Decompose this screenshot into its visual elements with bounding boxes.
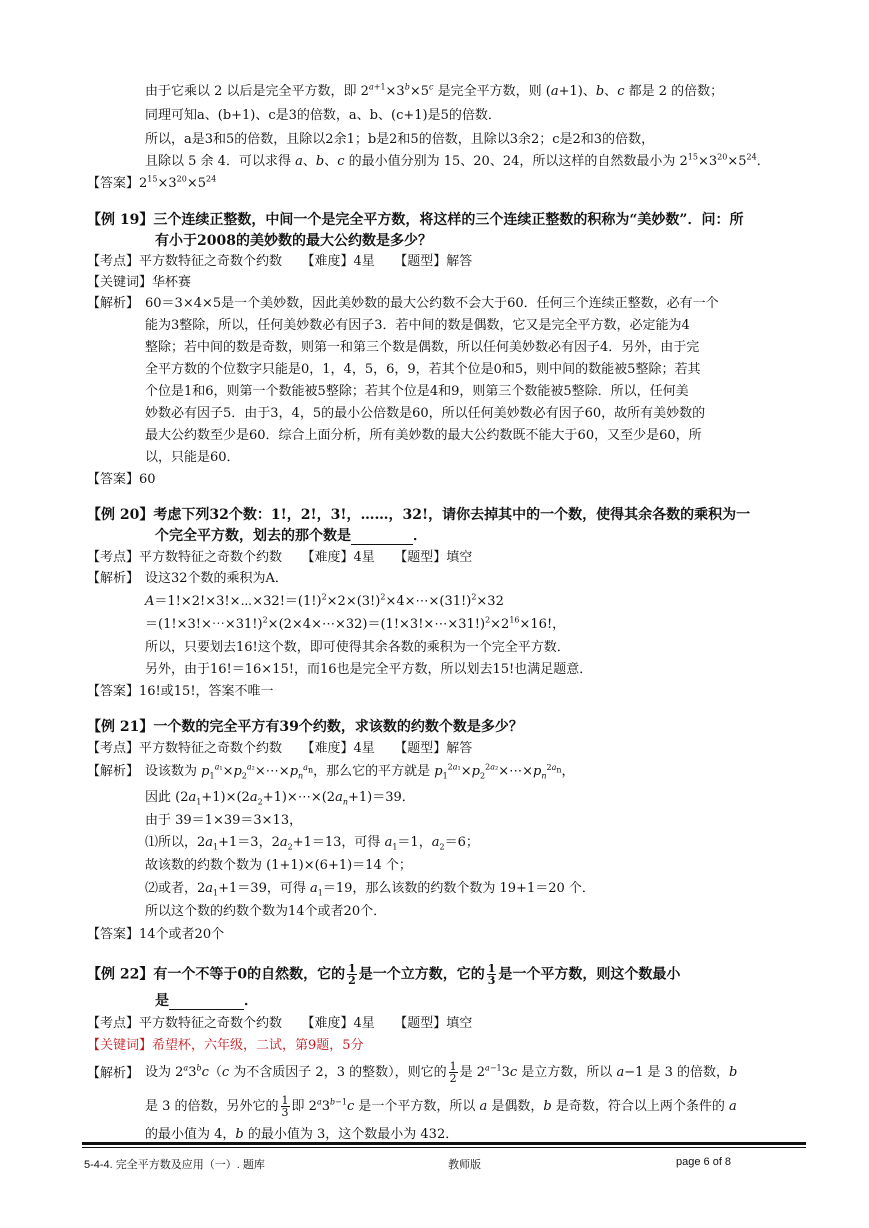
answer-text: 14个或者20个 <box>139 927 225 942</box>
analysis-label: 【解析】 <box>87 296 140 311</box>
answer-label: 【答案】 <box>87 176 140 191</box>
meta-line: 【考点】平方数特征之奇数个约数 【难度】4星 【题型】填空 <box>87 1016 473 1031</box>
title-text: 是一个立方数，它的 <box>358 966 485 983</box>
footer-rule-thick <box>82 1142 806 1145</box>
meta-line: 【考点】平方数特征之奇数个约数 【难度】4星 【题型】填空 <box>87 550 473 565</box>
analysis-line: 能为3整除，所以，任何美妙数必有因子3．若中间的数是偶数，它又是完全平方数，必定能为4 <box>145 318 690 333</box>
meta-line: 【考点】平方数特征之奇数个约数 【难度】4星 【题型】解答 <box>87 741 473 756</box>
analysis-line: 设这32个数的乘积为A． <box>145 571 288 586</box>
analysis-line: 所以这个数的约数个数为14个或者20个． <box>145 904 387 919</box>
formula-line: 设为 2$^a$3$^b$c（c 为不含质因子 2，3 的整数），则它的 $\frac{1}{2}$ 是 $2^{a-1}3c$ 是立方数，所以 a−1 是 3 的倍数，b <box>145 1060 738 1085</box>
analysis-line: 整除；若中间的数是奇数，则第一和第三个数是偶数，所以任何美妙数必有因子4．另外，由于完 <box>145 340 700 355</box>
analysis-line: 的最小值为 4，b 的最小值为 3，这个数最小为 432． <box>145 1127 459 1142</box>
analysis-label: 【解析】 <box>87 571 140 586</box>
answer-line: 【答案】$2^{15}\times 3^{20}\times 5^{24}$ <box>87 174 217 191</box>
formula-line: 设该数为 $p_1^{a_1}\times p_2^{a_2}\times\cdots\times p_n^{a_n}$，那么它的平方就是 $p_1^{2a_1}\times p_2^{2a_2}\times\cdots\times p_n^{2a_n}$， <box>145 762 575 781</box>
answer-line <box>87 927 224 943</box>
answer-blank[interactable] <box>169 993 244 1010</box>
fraction-denominator: 2 <box>348 974 356 987</box>
example-20-title-cont <box>155 528 427 545</box>
fraction-one-half: $\frac{1}{2}$ <box>449 1060 457 1085</box>
fraction-one-half <box>347 963 357 986</box>
analysis-line: 以，只能是60． <box>145 450 240 465</box>
answer-label: 【答案】 <box>87 684 140 699</box>
title-end: ． <box>244 993 258 1009</box>
analysis-line: 60＝3×4×5是一个美妙数，因此美妙数的最大公约数不会大于60．任何三个连续正整数，必有一个 <box>145 296 719 311</box>
example-19-title: 【例 19】三个连续正整数，中间一个是完全平方数，将这样的三个连续正整数的积称为“美妙数”．问：所 <box>87 212 744 228</box>
analysis-line: ⑵或者，$2a_1+1=39$，可得 $a_1=19$，那么该数的约数个数为 19+1＝20 个． <box>145 881 595 898</box>
footer-left: 5-4-4. 完全平方数及应用（一）. 题库 <box>84 1159 265 1171</box>
formula-line: 是 3 的倍数，另外它的 $\frac{1}{3}$ 即 $2^a3^{b-1}c$ 是一个平方数，所以 a 是偶数，b 是奇数，符合以上两个条件的 a <box>145 1094 737 1119</box>
example-19-title-cont: 有小于2008的美妙数的最大公约数是多少？ <box>155 233 432 249</box>
title-end: ． <box>413 528 427 544</box>
answer-line <box>87 684 274 700</box>
formula-line: 因此 $(2a_1+1)\times(2a_2+1)\times\cdots\times(2a_n+1)=39$． <box>145 790 415 807</box>
analysis-label: 【解析】 <box>87 1066 140 1081</box>
text-line: 同理可知a、(b+1)、c是3的倍数，a、b、(c+1)是5的倍数． <box>145 108 501 123</box>
answer-line <box>87 472 156 488</box>
analysis-line: 个位是1和6，则第一个数能被5整除；若其个位是4和9，则第三个数能被5整除．所以，任何美 <box>145 384 689 399</box>
footer-right: page 6 of 8 <box>676 1156 732 1168</box>
formula-line: $=(1!\times 3!\times\cdots\times 31!)^2\times(2\times 4\times\cdots\times 32)=(1!\times 3!\times\cdots\times 31!)^2\times 2^{16}\times 16$!， <box>145 615 566 632</box>
analysis-label: 【解析】 <box>87 764 140 779</box>
formula-line: $A=1!\times 2!\times 3!\times\cdots\times 32!=(1!)^2\times 2\times(3!)^2\times 4\times\cdots\times(31!)^2\times 32$ <box>145 592 504 609</box>
example-20-title: 【例 20】考虑下列32个数：1!，2!，3!，……，32!，请你去掉其中的一个数，使得其余各数的乘积为一 <box>87 507 751 523</box>
text-line: 所以，a是3和5的倍数，且除以2余1；b是2和5的倍数，且除以3余2；c是2和3的倍数， <box>145 132 655 147</box>
title-text: 【例 22】有一个不等于0的自然数，它的 <box>87 966 346 983</box>
fraction-numerator: 1 <box>487 962 496 975</box>
footer-rule-thin <box>82 1147 806 1148</box>
title-text: 是一个平方数，则这个数最小 <box>498 966 681 983</box>
answer-text: 60 <box>139 472 156 487</box>
fraction-denominator: 3 <box>487 974 496 987</box>
analysis-line: 所以，只要划去16!这个数，即可使得其余各数的乘积为一个完全平方数． <box>145 640 570 655</box>
analysis-line: 另外，由于16!＝16×15!，而16也是完全平方数，所以划去15!也满足题意． <box>145 662 593 677</box>
meta-line: 【考点】平方数特征之奇数个约数 【难度】4星 【题型】解答 <box>87 254 473 269</box>
footer-center: 教师版 <box>448 1159 481 1171</box>
keyword-line: 【关键词】希望杯，六年级，二试，第9题，5分 <box>87 1038 364 1053</box>
example-22-title <box>87 963 680 986</box>
title-text: 个完全平方数，划去的那个数是 <box>155 528 351 544</box>
fraction-numerator: 1 <box>348 962 356 975</box>
example-21-title: 【例 21】一个数的完全平方有39个约数，求该数的约数个数是多少？ <box>87 719 523 735</box>
text-line: 且除以 5 余 4．可以求得 a、b、c 的最小值分别为 15、20、24，所以这样的自然数最小为 $2^{15}\times 3^{20}\times 5^{24}$． <box>145 152 770 169</box>
keyword-line: 【关键词】华杯赛 <box>87 275 192 290</box>
answer-blank[interactable] <box>351 528 413 545</box>
analysis-line: 故该数的约数个数为 (1+1)×(6+1)＝14 个； <box>145 858 412 873</box>
title-text: 是 <box>155 993 169 1009</box>
analysis-line: 妙数必有因子5．由于3，4，5的最小公倍数是60，所以任何美妙数必有因子60，故所有美妙数的 <box>145 406 706 421</box>
example-22-title-cont <box>155 993 258 1010</box>
analysis-line: 最大公约数至少是60．综合上面分析，所有美妙数的最大公约数既不能大于60，又至少是60，所 <box>145 428 702 443</box>
answer-text: 16!或15!，答案不唯一 <box>139 684 274 699</box>
answer-label: 【答案】 <box>87 927 140 942</box>
fraction-one-third <box>487 963 497 986</box>
fraction-one-third: $\frac{1}{3}$ <box>281 1094 289 1119</box>
analysis-line: ⑴所以，$2a_1+1=3$，$2a_2+1=13$，可得 $a_1=1$，$a_2=6$； <box>145 835 479 852</box>
analysis-line: 由于 39＝1×39＝3×13， <box>145 813 303 828</box>
analysis-line: 全平方数的个位数字只能是0，1，4，5，6，9，若其个位是0和5，则中间的数能被5整除；若其 <box>145 362 701 377</box>
answer-label: 【答案】 <box>87 472 140 487</box>
text-line: 由于它乘以 2 以后是完全平方数，即 $2^{a+1}\times 3^b\times 5^c$ 是完全平方数，则 (a+1)、b、c 都是 2 的倍数； <box>145 82 724 99</box>
